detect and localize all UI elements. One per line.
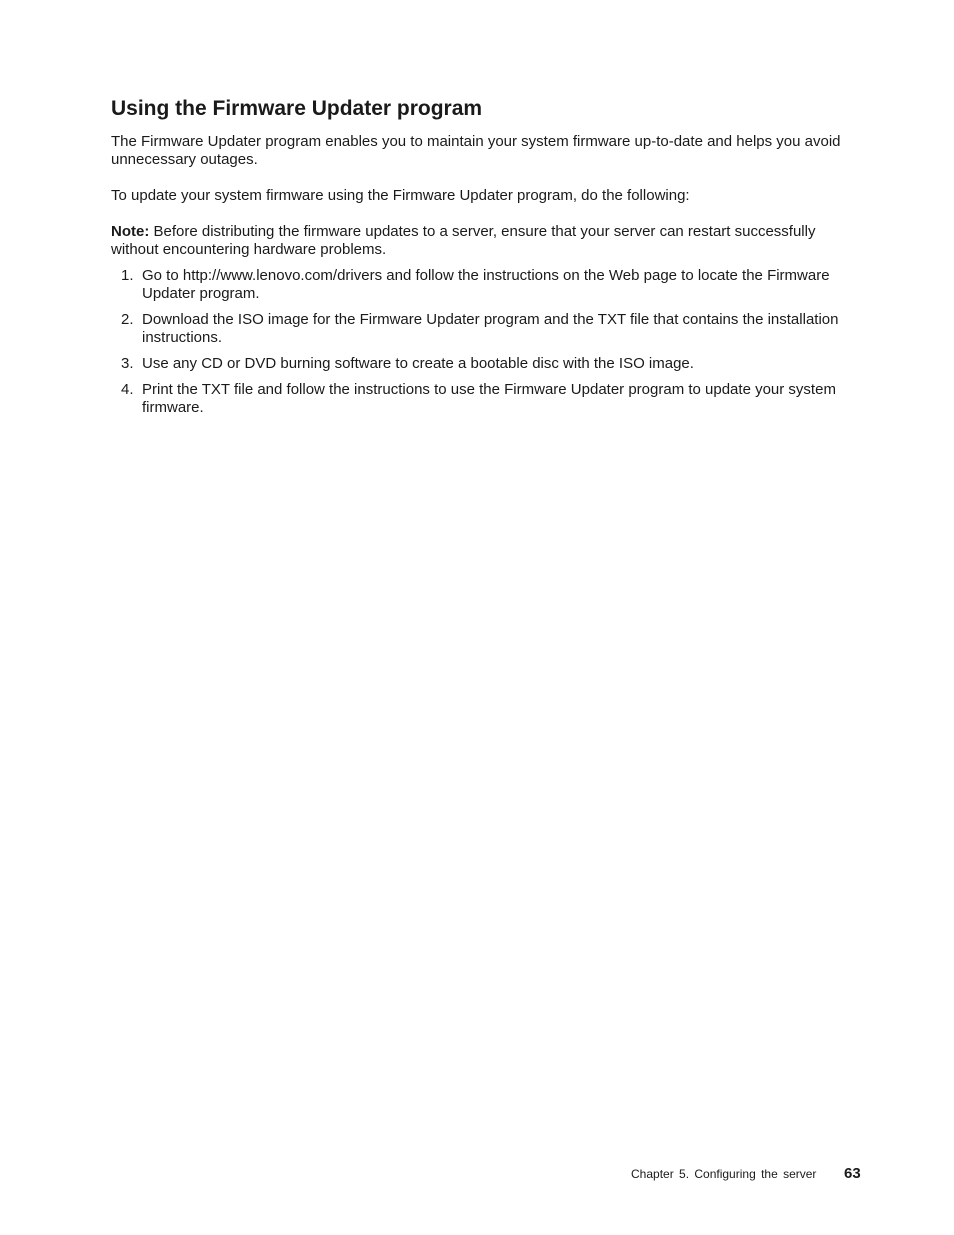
page-footer [631, 1165, 862, 1183]
steps-list [111, 267, 856, 417]
step-number: 2. [121, 311, 134, 328]
step-text: Go to http://www.lenovo.com/drivers and follow the instructions on the Web page to locate the Firmware Updater program. [142, 267, 830, 302]
step-number: 3. [121, 355, 134, 372]
lead-paragraph: To update your system firmware using the Firmware Updater program, do the following: [111, 187, 690, 204]
list-item [111, 311, 856, 347]
note-label: Note: [111, 223, 150, 240]
note-text: Before distributing the firmware updates to a server, ensure that your server can restart successfully without encountering hardware problems. [111, 223, 816, 258]
step-text: Print the TXT file and follow the instructions to use the Firmware Updater program to update your system firmware. [142, 381, 836, 416]
list-item [111, 355, 856, 373]
list-item [111, 267, 856, 303]
step-text: Use any CD or DVD burning software to create a bootable disc with the ISO image. [142, 355, 694, 372]
footer-chapter-title: Chapter 5. Configuring the server [631, 1167, 817, 1181]
intro-paragraph: The Firmware Updater program enables you to maintain your system firmware up-to-date and helps you avoid unnecessary outages. [111, 133, 841, 168]
step-text: Download the ISO image for the Firmware Updater program and the TXT file that contains the installation instructions. [142, 311, 839, 346]
page-content [111, 96, 856, 425]
page-number: 63 [844, 1165, 861, 1182]
step-number: 4. [121, 381, 134, 398]
note-paragraph [111, 223, 856, 259]
list-item [111, 381, 856, 417]
step-number: 1. [121, 267, 134, 284]
section-heading: Using the Firmware Updater program [111, 97, 483, 120]
